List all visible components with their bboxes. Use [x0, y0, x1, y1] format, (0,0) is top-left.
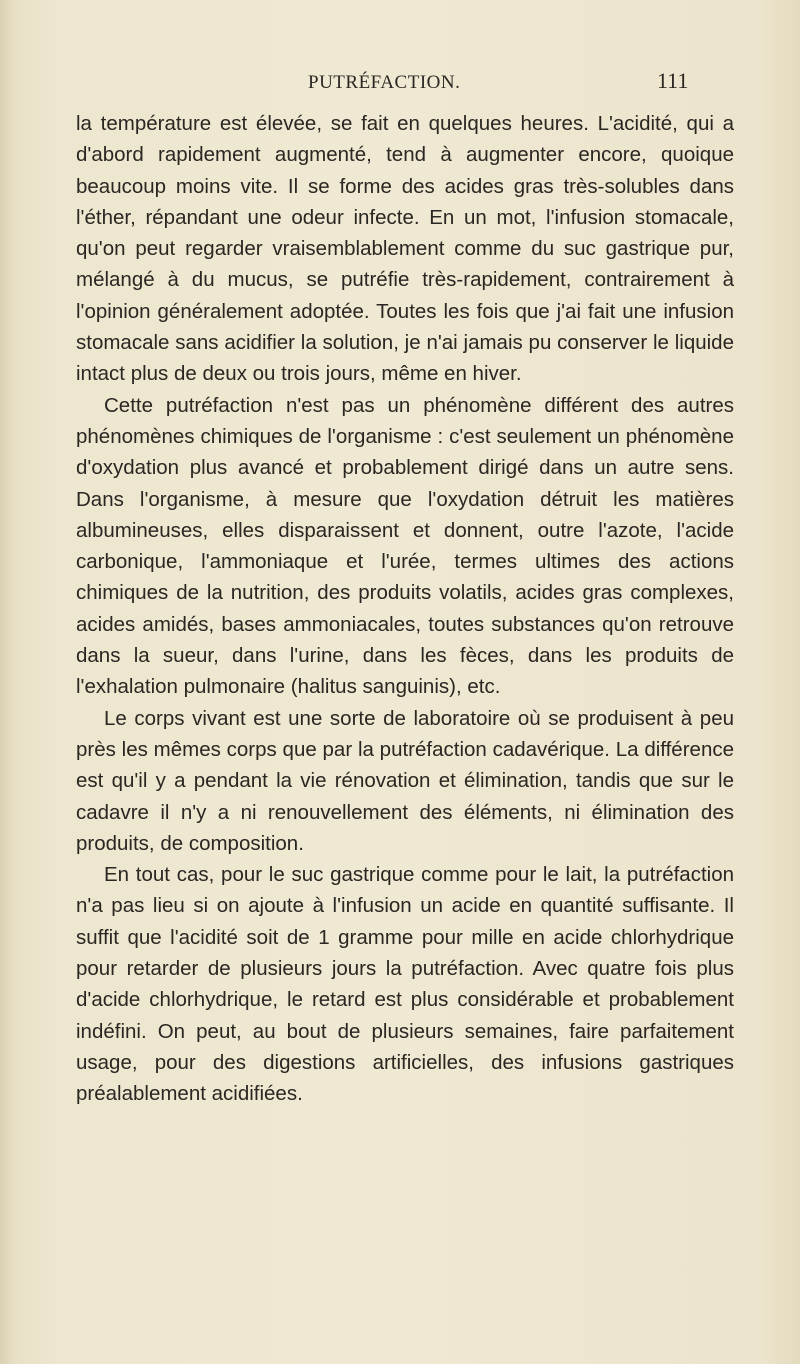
paragraph-3: Le corps vivant est une sorte de laboratoire où se produisent à peu près les mêmes corps que par la putréfaction cadavérique. La différence est qu'il y a pendant la vie rénovation et élimination, tandis que sur le cadavre il n'y a ni renouvellement des éléments, ni élimination des produits, de composition.: [76, 706, 734, 855]
page-number: 111: [657, 68, 689, 93]
body-text: [76, 108, 734, 1110]
paragraph-4: En tout cas, pour le suc gastrique comme pour le lait, la putréfaction n'a pas lieu si on ajoute à l'infusion un acide en quantité suffisante. Il suffit que l'acidité soit de 1 gramme pour mille en acide chlorhydrique pour retarder de plusieurs jours la putréfaction. Avec quatre fois plus d'acide chlorhydrique, le retard est plus considérable et probablement indéfini. On peut, au bout de plusieurs semaines, faire parfaitement usage, pour des digestions artificielles, des infusions gastriques préalablement acidifiées.: [76, 863, 734, 1106]
paragraph-1: la température est élevée, se fait en quelques heures. L'acidité, qui a d'abord rapidement augmenté, tend à augmenter encore, quoique beaucoup moins vite. Il se forme des acides gras très-solubles dans l'éther, répandant une odeur infecte. En un mot, l'infusion stomacale, qu'on peut regarder vraisemblablement comme du suc gastrique pur, mélangé à du mucus, se putréfie très-rapidement, contrairement à l'opinion généralement adoptée. Toutes les fois que j'ai fait une infusion stomacale sans acidifier la solution, je n'ai jamais pu conserver le liquide intact plus de deux ou trois jours, même en hiver.: [76, 112, 734, 386]
paragraph-2: Cette putréfaction n'est pas un phénomène différent des autres phénomènes chimiques de l'organisme : c'est seulement un phénomène d'oxydation plus avancé et probablement dirigé dans un autre sens. Dans l'organisme, à mesure que l'oxydation détruit les matières albumineuses, elles disparaissent et donnent, outre l'azote, l'acide carbonique, l'ammoniaque et l'urée, termes ultimes des actions chimiques de la nutrition, des produits volatils, acides gras complexes, acides amidés, bases ammoniacales, toutes substances qu'on retrouve dans la sueur, dans l'urine, dans les fèces, dans les produits de l'exhalation pulmonaire (halitus sanguinis), etc.: [76, 393, 734, 699]
page-header: [0, 68, 800, 98]
running-title: PUTRÉFACTION.: [308, 72, 461, 93]
